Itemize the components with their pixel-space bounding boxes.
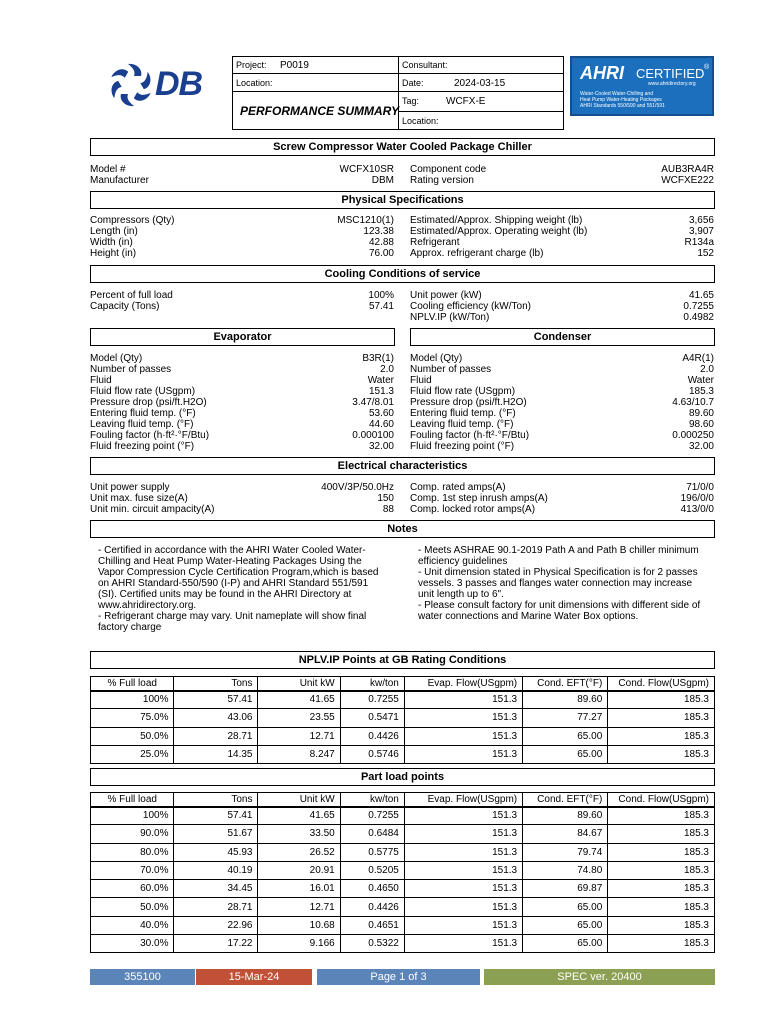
table-cell: 100% <box>91 807 174 825</box>
evap-label: Number of passes <box>90 364 172 375</box>
table-cell: 65.00 <box>523 935 608 953</box>
table-cell: 65.00 <box>523 745 608 763</box>
consultant-label: Consultant: <box>402 60 448 70</box>
company-logo <box>108 62 218 106</box>
table-row <box>91 880 715 898</box>
table-cell: 0.5322 <box>340 935 404 953</box>
table-cell: 51.67 <box>174 825 258 843</box>
table-cell: 100% <box>91 691 174 709</box>
physical-specs-header: Physical Specifications <box>90 191 715 209</box>
table-cell: 151.3 <box>404 807 522 825</box>
table-cell: 17.22 <box>174 935 258 953</box>
cond-label: Fluid freezing point (°F) <box>410 441 515 452</box>
table-cell: 0.4426 <box>340 727 404 745</box>
electrical-header: Electrical characteristics <box>90 457 715 475</box>
table-cell: 41.65 <box>258 691 340 709</box>
evap-label: Pressure drop (psi/ft.H2O) <box>90 397 207 408</box>
table-cell: 185.3 <box>608 898 715 916</box>
evap-value: 53.60 <box>368 408 394 419</box>
spec-value: 3,656 <box>688 215 714 226</box>
column-header: Tons <box>174 793 258 807</box>
table-cell: 33.50 <box>258 825 340 843</box>
column-header: % Full load <box>91 677 174 691</box>
table-cell: 75.0% <box>91 709 174 727</box>
column-header: Evap. Flow(USgpm) <box>404 793 522 807</box>
spec-value: 3,907 <box>688 226 714 237</box>
table-cell: 151.3 <box>404 727 522 745</box>
table-cell: 0.4426 <box>340 898 404 916</box>
cond-label: Fouling factor (h·ft²·°F/Btu) <box>410 430 530 441</box>
table-cell: 0.5471 <box>340 709 404 727</box>
note-line: - Refrigerant charge may vary. Unit nameplate will show final <box>98 611 367 622</box>
header-divider <box>398 73 564 74</box>
table-cell: 14.35 <box>174 745 258 763</box>
table-cell: 151.3 <box>404 916 522 934</box>
table-cell: 16.01 <box>258 880 340 898</box>
cooling-value: 100% <box>368 290 394 301</box>
table-cell: 50.0% <box>91 898 174 916</box>
table-row <box>91 825 715 843</box>
cooling-label: Capacity (Tons) <box>90 301 160 312</box>
column-header: Cond. Flow(USgpm) <box>608 677 715 691</box>
note-line: www.ahridirectory.org. <box>98 600 197 611</box>
turbine-icon <box>108 62 154 108</box>
cooling-value: 57.41 <box>368 301 394 312</box>
table-cell: 89.60 <box>523 807 608 825</box>
table-row <box>91 807 715 825</box>
table-cell: 151.3 <box>404 880 522 898</box>
table-cell: 34.45 <box>174 880 258 898</box>
table-cell: 65.00 <box>523 898 608 916</box>
table-cell: 50.0% <box>91 727 174 745</box>
table-cell: 8.247 <box>258 745 340 763</box>
table-cell: 151.3 <box>404 691 522 709</box>
table-cell: 89.60 <box>523 691 608 709</box>
evap-label: Entering fluid temp. (°F) <box>90 408 196 419</box>
table-row <box>91 843 715 861</box>
table-cell: 185.3 <box>608 843 715 861</box>
note-line: Vapor Compression Cycle Certification Program,which is based <box>98 567 379 578</box>
cond-label: Pressure drop (psi/ft.H2O) <box>410 397 527 408</box>
cond-value: 89.60 <box>688 408 714 419</box>
registered-mark: ® <box>704 64 710 71</box>
column-header: Evap. Flow(USgpm) <box>404 677 522 691</box>
table-cell: 151.3 <box>404 861 522 879</box>
table-cell: 40.0% <box>91 916 174 934</box>
note-line: factory charge <box>98 622 162 633</box>
spec-label: Estimated/Approx. Shipping weight (lb) <box>410 215 583 226</box>
cond-label: Fluid <box>410 375 432 386</box>
note-line: efficiency guidelines <box>418 556 508 567</box>
evap-value: Water <box>367 375 394 386</box>
note-line: on AHRI Standard-550/590 (I-P) and AHRI Standard 551/591 <box>98 578 369 589</box>
cond-value: 185.3 <box>688 386 714 397</box>
column-header: Unit kW <box>258 793 340 807</box>
table-cell: 185.3 <box>608 691 715 709</box>
table-cell: 151.3 <box>404 745 522 763</box>
table-row <box>91 916 715 934</box>
spec-label: Width (in) <box>90 237 133 248</box>
table-cell: 151.3 <box>404 898 522 916</box>
performance-summary-title: PERFORMANCE SUMMARY <box>240 104 400 118</box>
table-cell: 84.67 <box>523 825 608 843</box>
note-line: (SI). Certified units may be found in the AHRI Directory at <box>98 589 352 600</box>
column-header: Unit kW <box>258 677 340 691</box>
component-code-value: AUB3RA4R <box>661 164 714 175</box>
elec-label: Unit max. fuse size(A) <box>90 493 188 504</box>
table-cell: 57.41 <box>174 691 258 709</box>
footer-date: 15-Mar-24 <box>196 969 312 985</box>
note-line: water connections and Marine Water Box options. <box>418 611 639 622</box>
cond-value: A4R(1) <box>682 353 714 364</box>
header-divider <box>232 91 398 92</box>
cooling-value: 0.4982 <box>683 312 714 323</box>
table-row <box>91 727 715 745</box>
ahri-url: www.ahridirectory.org <box>648 81 696 87</box>
elec-label: Unit power supply <box>90 482 170 493</box>
table-cell: 45.93 <box>174 843 258 861</box>
table-cell: 185.3 <box>608 709 715 727</box>
table-cell: 70.0% <box>91 861 174 879</box>
table-cell: 65.00 <box>523 916 608 934</box>
note-line: - Please consult factory for unit dimensions with different side of <box>418 600 701 611</box>
table-cell: 10.68 <box>258 916 340 934</box>
table-cell: 0.4650 <box>340 880 404 898</box>
table-cell: 0.7255 <box>340 807 404 825</box>
header-divider <box>398 91 564 92</box>
table-row <box>91 861 715 879</box>
rating-version-label: Rating version <box>410 175 474 186</box>
spec-value: MSC1210(1) <box>337 215 394 226</box>
column-header: Cond. Flow(USgpm) <box>608 793 715 807</box>
table-cell: 0.5775 <box>340 843 404 861</box>
header-divider <box>398 111 564 112</box>
elec-value: 196/0/0 <box>680 493 714 504</box>
cond-label: Model (Qty) <box>410 353 463 364</box>
table-cell: 74.80 <box>523 861 608 879</box>
evap-label: Fluid <box>90 375 112 386</box>
part-load-header: Part load points <box>90 768 715 786</box>
elec-value: 88 <box>382 504 394 515</box>
evap-label: Fouling factor (h·ft²·°F/Btu) <box>90 430 210 441</box>
evap-label: Leaving fluid temp. (°F) <box>90 419 194 430</box>
model-label: Model # <box>90 164 126 175</box>
evap-value: 2.0 <box>380 364 394 375</box>
cond-value: Water <box>687 375 714 386</box>
cooling-conditions-header: Cooling Conditions of service <box>90 265 715 283</box>
condenser-header: Condenser <box>410 328 715 346</box>
cond-value: 32.00 <box>688 441 714 452</box>
table-cell: 20.91 <box>258 861 340 879</box>
column-header: Cond. EFT(°F) <box>523 793 608 807</box>
evap-value: B3R(1) <box>362 353 394 364</box>
tag-value: WCFX-E <box>446 96 486 107</box>
cooling-label: NPLV.IP (kW/Ton) <box>410 312 490 323</box>
evap-label: Fluid freezing point (°F) <box>90 441 195 452</box>
table-cell: 26.52 <box>258 843 340 861</box>
table-cell: 23.55 <box>258 709 340 727</box>
location2-label: Location: <box>402 116 439 126</box>
cond-value: 2.0 <box>700 364 714 375</box>
ahri-logo: AHRI <box>580 63 624 83</box>
header-divider <box>232 73 398 74</box>
table-cell: 151.3 <box>404 825 522 843</box>
spec-value: 152 <box>697 248 714 259</box>
tag-label: Tag: <box>402 96 420 106</box>
table-row <box>91 898 715 916</box>
footer-doc-code: 355100 <box>90 969 195 985</box>
note-line: unit length up to 6". <box>418 589 504 600</box>
part-load-table <box>90 792 715 953</box>
ahri-desc-line: AHRI Standards 550/590 and 551/591 <box>580 103 665 109</box>
table-cell: 30.0% <box>91 935 174 953</box>
rating-version-value: WCFXE222 <box>661 175 714 186</box>
table-row <box>91 691 715 709</box>
cond-label: Leaving fluid temp. (°F) <box>410 419 514 430</box>
evap-value: 151.3 <box>368 386 394 397</box>
table-header-row <box>91 793 715 807</box>
table-cell: 80.0% <box>91 843 174 861</box>
table-cell: 0.6484 <box>340 825 404 843</box>
logo-text: DB <box>155 65 203 103</box>
ahri-certified-text: CERTIFIED <box>636 66 705 81</box>
column-header: kw/ton <box>340 793 404 807</box>
model-value: WCFX10SR <box>339 164 394 175</box>
nplv-table <box>90 676 715 764</box>
evap-value: 0.000100 <box>352 430 394 441</box>
table-cell: 40.19 <box>174 861 258 879</box>
spec-label: Refrigerant <box>410 237 460 248</box>
table-cell: 69.87 <box>523 880 608 898</box>
evaporator-header: Evaporator <box>90 328 395 346</box>
cond-value: 98.60 <box>688 419 714 430</box>
evap-value: 44.60 <box>368 419 394 430</box>
table-cell: 57.41 <box>174 807 258 825</box>
column-header: Cond. EFT(°F) <box>523 677 608 691</box>
elec-value: 413/0/0 <box>680 504 714 515</box>
spec-label: Height (in) <box>90 248 137 259</box>
note-line: - Unit dimension stated in Physical Specification is for 2 passes <box>418 567 698 578</box>
table-cell: 65.00 <box>523 727 608 745</box>
ahri-certified-badge <box>570 56 714 116</box>
project-label: Project: <box>236 60 267 70</box>
column-header: % Full load <box>91 793 174 807</box>
table-cell: 0.7255 <box>340 691 404 709</box>
cond-label: Number of passes <box>410 364 492 375</box>
table-cell: 90.0% <box>91 825 174 843</box>
project-value: P0019 <box>280 60 309 71</box>
table-cell: 185.3 <box>608 807 715 825</box>
table-cell: 12.71 <box>258 898 340 916</box>
table-cell: 185.3 <box>608 935 715 953</box>
elec-value: 150 <box>377 493 394 504</box>
elec-label: Unit min. circuit ampacity(A) <box>90 504 215 515</box>
header-divider <box>398 56 399 130</box>
table-cell: 185.3 <box>608 880 715 898</box>
elec-value: 400V/3P/50.0Hz <box>321 482 394 493</box>
table-cell: 28.71 <box>174 727 258 745</box>
note-line: - Meets ASHRAE 90.1-2019 Path A and Path B chiller minimum <box>418 545 699 556</box>
cond-label: Fluid flow rate (USgpm) <box>410 386 516 397</box>
elec-label: Comp. locked rotor amps(A) <box>410 504 536 515</box>
location-label: Location: <box>236 78 273 88</box>
ahri-desc-line: Water-Cooled Water-Chilling and <box>580 91 653 97</box>
footer-page-number: Page 1 of 3 <box>317 969 480 985</box>
table-row <box>91 745 715 763</box>
spec-label: Length (in) <box>90 226 138 237</box>
table-cell: 43.06 <box>174 709 258 727</box>
table-cell: 22.96 <box>174 916 258 934</box>
spec-value: 42.88 <box>368 237 394 248</box>
evap-label: Fluid flow rate (USgpm) <box>90 386 196 397</box>
date-label: Date: <box>402 78 424 88</box>
spec-value: R134a <box>684 237 714 248</box>
elec-label: Comp. rated amps(A) <box>410 482 506 493</box>
footer-spec-version: SPEC ver. 20400 <box>484 969 715 985</box>
table-cell: 9.166 <box>258 935 340 953</box>
table-cell: 25.0% <box>91 745 174 763</box>
table-row <box>91 935 715 953</box>
table-cell: 79.74 <box>523 843 608 861</box>
manufacturer-value: DBM <box>371 175 394 186</box>
cond-label: Entering fluid temp. (°F) <box>410 408 516 419</box>
column-header: Tons <box>174 677 258 691</box>
table-cell: 28.71 <box>174 898 258 916</box>
spec-label: Compressors (Qty) <box>90 215 175 226</box>
manufacturer-label: Manufacturer <box>90 175 149 186</box>
cooling-label: Percent of full load <box>90 290 173 301</box>
evap-label: Model (Qty) <box>90 353 143 364</box>
table-cell: 185.3 <box>608 916 715 934</box>
spec-label: Estimated/Approx. Operating weight (lb) <box>410 226 588 237</box>
date-value: 2024-03-15 <box>454 78 506 89</box>
nplv-header: NPLV.IP Points at GB Rating Conditions <box>90 651 715 669</box>
notes-header: Notes <box>90 520 715 538</box>
table-cell: 151.3 <box>404 935 522 953</box>
table-cell: 41.65 <box>258 807 340 825</box>
table-cell: 77.27 <box>523 709 608 727</box>
table-cell: 0.5205 <box>340 861 404 879</box>
elec-label: Comp. 1st step inrush amps(A) <box>410 493 548 504</box>
cond-value: 0.000250 <box>672 430 714 441</box>
column-header: kw/ton <box>340 677 404 691</box>
cond-value: 4.63/10.7 <box>672 397 714 408</box>
spec-value: 123.38 <box>363 226 394 237</box>
table-cell: 185.3 <box>608 825 715 843</box>
table-cell: 185.3 <box>608 745 715 763</box>
table-cell: 0.4651 <box>340 916 404 934</box>
product-title: Screw Compressor Water Cooled Package Chiller <box>90 138 715 156</box>
table-cell: 185.3 <box>608 861 715 879</box>
cooling-value: 0.7255 <box>683 301 714 312</box>
ahri-desc-line: Heat Pump Water-Heating Packages <box>580 97 662 103</box>
cooling-value: 41.65 <box>688 290 714 301</box>
spec-value: 76.00 <box>368 248 394 259</box>
evap-value: 32.00 <box>368 441 394 452</box>
evap-value: 3.47/8.01 <box>352 397 394 408</box>
cooling-label: Unit power (kW) <box>410 290 482 301</box>
table-cell: 60.0% <box>91 880 174 898</box>
table-cell: 151.3 <box>404 709 522 727</box>
table-cell: 0.5746 <box>340 745 404 763</box>
note-line: - Certified in accordance with the AHRI Water Cooled Water- <box>98 545 366 556</box>
spec-label: Approx. refrigerant charge (lb) <box>410 248 544 259</box>
table-row <box>91 709 715 727</box>
table-cell: 151.3 <box>404 843 522 861</box>
elec-value: 71/0/0 <box>686 482 714 493</box>
component-code-label: Component code <box>410 164 487 175</box>
note-line: Chilling and Heat Pump Water-Heating Packages Using the <box>98 556 362 567</box>
cooling-label: Cooling efficiency (kW/Ton) <box>410 301 531 312</box>
note-line: vessels. 3 passes and flanges water connection may increase <box>418 578 693 589</box>
table-cell: 12.71 <box>258 727 340 745</box>
table-header-row <box>91 677 715 691</box>
table-cell: 185.3 <box>608 727 715 745</box>
